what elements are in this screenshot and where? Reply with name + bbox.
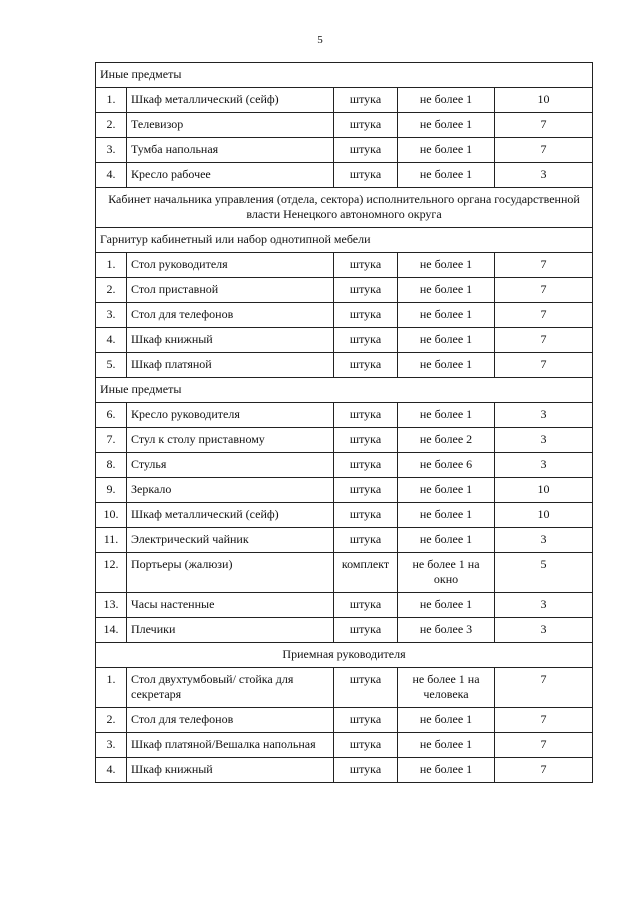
item-unit: штука [334, 503, 398, 528]
item-quantity: не более 1 [398, 503, 495, 528]
item-unit: штука [334, 278, 398, 303]
item-service-life: 7 [495, 113, 593, 138]
item-service-life: 7 [495, 253, 593, 278]
item-name: Телевизор [127, 113, 334, 138]
item-unit: штука [334, 138, 398, 163]
group-title: Гарнитур кабинетный или набор однотипной мебели [96, 228, 593, 253]
item-quantity: не более 1 [398, 758, 495, 783]
group-header-row [96, 63, 593, 88]
item-unit: штука [334, 328, 398, 353]
item-unit: штука [334, 428, 398, 453]
item-unit: штука [334, 733, 398, 758]
item-unit: штука [334, 113, 398, 138]
item-number: 1. [96, 668, 127, 708]
item-name: Портьеры (жалюзи) [127, 553, 334, 593]
table-row [96, 708, 593, 733]
item-number: 5. [96, 353, 127, 378]
item-number: 4. [96, 163, 127, 188]
section-header-row [96, 188, 593, 228]
section-title: Приемная руководителя [96, 643, 593, 668]
item-name: Шкаф книжный [127, 328, 334, 353]
table-row [96, 478, 593, 503]
item-unit: штука [334, 253, 398, 278]
item-name: Стол приставной [127, 278, 334, 303]
table-body [96, 63, 593, 783]
item-number: 2. [96, 278, 127, 303]
item-quantity: не более 1 на окно [398, 553, 495, 593]
item-unit: штука [334, 478, 398, 503]
item-number: 1. [96, 88, 127, 113]
item-quantity: не более 1 [398, 138, 495, 163]
item-quantity: не более 1 [398, 253, 495, 278]
item-quantity: не более 2 [398, 428, 495, 453]
item-name: Стол двухтумбовый/ стойка для секретаря [127, 668, 334, 708]
group-header-row [96, 228, 593, 253]
item-service-life: 7 [495, 758, 593, 783]
item-number: 4. [96, 758, 127, 783]
item-name: Зеркало [127, 478, 334, 503]
item-number: 1. [96, 253, 127, 278]
item-number: 6. [96, 403, 127, 428]
section-header-row [96, 643, 593, 668]
table-row [96, 618, 593, 643]
table-row [96, 328, 593, 353]
table-row [96, 453, 593, 478]
item-number: 9. [96, 478, 127, 503]
item-unit: штука [334, 453, 398, 478]
item-quantity: не более 1 [398, 528, 495, 553]
table-row [96, 668, 593, 708]
item-service-life: 7 [495, 668, 593, 708]
item-unit: комплект [334, 553, 398, 593]
item-name: Тумба напольная [127, 138, 334, 163]
section-title: Кабинет начальника управления (отдела, сектора) исполнительного органа государственной власти Ненецкого автономного округа [96, 188, 593, 228]
item-quantity: не более 6 [398, 453, 495, 478]
group-title: Иные предметы [96, 378, 593, 403]
item-number: 12. [96, 553, 127, 593]
item-unit: штука [334, 528, 398, 553]
item-name: Стул к столу приставному [127, 428, 334, 453]
item-service-life: 3 [495, 428, 593, 453]
item-quantity: не более 1 [398, 593, 495, 618]
item-unit: штука [334, 758, 398, 783]
table-row [96, 403, 593, 428]
item-name: Шкаф металлический (сейф) [127, 503, 334, 528]
item-unit: штука [334, 163, 398, 188]
item-number: 10. [96, 503, 127, 528]
page-number: 5 [317, 34, 323, 46]
item-name: Стол для телефонов [127, 708, 334, 733]
item-service-life: 7 [495, 708, 593, 733]
item-service-life: 5 [495, 553, 593, 593]
item-quantity: не более 1 [398, 88, 495, 113]
item-number: 3. [96, 138, 127, 163]
table-row [96, 163, 593, 188]
item-number: 4. [96, 328, 127, 353]
item-service-life: 3 [495, 618, 593, 643]
item-quantity: не более 1 [398, 113, 495, 138]
item-quantity: не более 1 [398, 303, 495, 328]
table-row [96, 253, 593, 278]
table-row [96, 553, 593, 593]
item-unit: штука [334, 618, 398, 643]
item-number: 3. [96, 733, 127, 758]
item-service-life: 3 [495, 163, 593, 188]
item-service-life: 7 [495, 353, 593, 378]
item-number: 8. [96, 453, 127, 478]
item-number: 11. [96, 528, 127, 553]
item-number: 13. [96, 593, 127, 618]
item-unit: штука [334, 303, 398, 328]
item-number: 14. [96, 618, 127, 643]
item-service-life: 10 [495, 88, 593, 113]
item-number: 2. [96, 708, 127, 733]
item-name: Стол для телефонов [127, 303, 334, 328]
item-service-life: 7 [495, 328, 593, 353]
item-quantity: не более 1 [398, 163, 495, 188]
item-name: Стол руководителя [127, 253, 334, 278]
table-row [96, 428, 593, 453]
item-quantity: не более 1 [398, 478, 495, 503]
item-name: Часы настенные [127, 593, 334, 618]
item-service-life: 10 [495, 503, 593, 528]
table-row [96, 758, 593, 783]
item-name: Шкаф книжный [127, 758, 334, 783]
item-unit: штука [334, 88, 398, 113]
item-quantity: не более 1 [398, 353, 495, 378]
item-name: Шкаф платяной [127, 353, 334, 378]
table-row [96, 353, 593, 378]
item-service-life: 3 [495, 403, 593, 428]
item-quantity: не более 1 [398, 708, 495, 733]
table-row [96, 88, 593, 113]
item-name: Электрический чайник [127, 528, 334, 553]
furniture-norms-table [95, 62, 593, 783]
table-row [96, 278, 593, 303]
table-row [96, 303, 593, 328]
table-row [96, 593, 593, 618]
group-header-row [96, 378, 593, 403]
item-unit: штука [334, 593, 398, 618]
item-quantity: не более 1 [398, 328, 495, 353]
item-number: 3. [96, 303, 127, 328]
item-unit: штука [334, 708, 398, 733]
item-unit: штука [334, 668, 398, 708]
item-service-life: 3 [495, 453, 593, 478]
item-number: 7. [96, 428, 127, 453]
item-quantity: не более 3 [398, 618, 495, 643]
table-row [96, 503, 593, 528]
item-name: Шкаф металлический (сейф) [127, 88, 334, 113]
item-quantity: не более 1 [398, 403, 495, 428]
item-name: Кресло рабочее [127, 163, 334, 188]
item-name: Стулья [127, 453, 334, 478]
item-service-life: 7 [495, 138, 593, 163]
item-unit: штука [334, 353, 398, 378]
table-row [96, 528, 593, 553]
item-service-life: 10 [495, 478, 593, 503]
item-service-life: 3 [495, 528, 593, 553]
item-service-life: 3 [495, 593, 593, 618]
item-number: 2. [96, 113, 127, 138]
item-service-life: 7 [495, 303, 593, 328]
table-row [96, 733, 593, 758]
item-service-life: 7 [495, 733, 593, 758]
item-service-life: 7 [495, 278, 593, 303]
item-quantity: не более 1 [398, 733, 495, 758]
group-title: Иные предметы [96, 63, 593, 88]
item-quantity: не более 1 на человека [398, 668, 495, 708]
table-row [96, 138, 593, 163]
item-name: Плечики [127, 618, 334, 643]
table-row [96, 113, 593, 138]
item-name: Кресло руководителя [127, 403, 334, 428]
item-quantity: не более 1 [398, 278, 495, 303]
item-name: Шкаф платяной/Вешалка напольная [127, 733, 334, 758]
item-unit: штука [334, 403, 398, 428]
